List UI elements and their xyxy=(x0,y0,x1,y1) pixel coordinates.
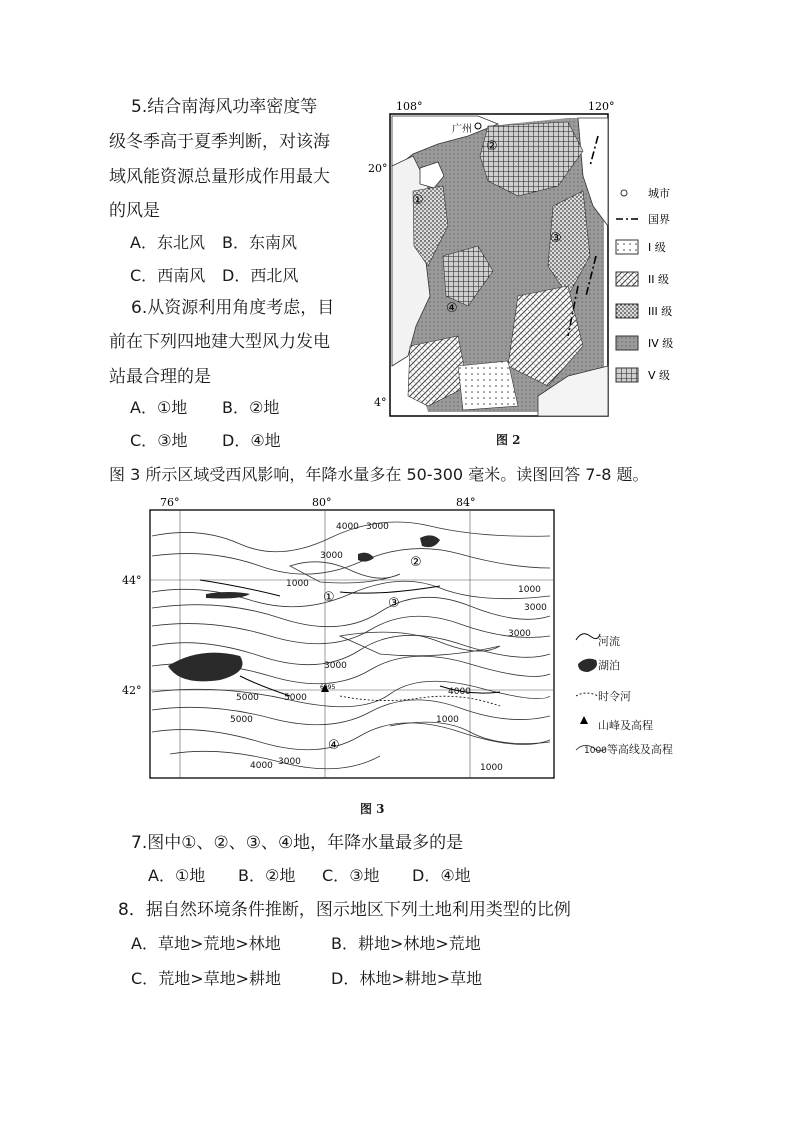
option-label: B． xyxy=(222,398,249,417)
option-label: C． xyxy=(131,969,159,988)
fig2-legend-l5: V 级 xyxy=(648,369,671,382)
figure-2-map xyxy=(368,96,708,426)
option-label: D． xyxy=(222,266,251,285)
fig3-intro: 图 3 所示区域受西风影响，年降水量多在 50-300 毫米。读图回答 7-8 题。 xyxy=(109,465,649,484)
q8-stem: 8．据自然环境条件推断，图示地区下列土地利用类型的比例 xyxy=(118,900,571,920)
fig2-marker-4: ④ xyxy=(446,301,458,316)
option-label: C． xyxy=(130,431,158,450)
option-text: ②地 xyxy=(264,866,296,885)
option-label: D． xyxy=(222,431,251,450)
q7-option-c[interactable] xyxy=(322,868,380,884)
fig3-contour-label: 3000 xyxy=(324,661,347,671)
option-label: A． xyxy=(148,866,175,885)
fig3-contour-label: 3000 xyxy=(278,757,301,767)
fig3-legend-seasonal: 时令河 xyxy=(598,690,631,703)
q8-option-c[interactable] xyxy=(131,971,281,987)
fig3-marker-4: ④ xyxy=(328,738,340,753)
figure-3-caption: 图 3 xyxy=(360,802,385,816)
fig2-legend-l2: II 级 xyxy=(648,273,669,286)
option-label: D． xyxy=(412,866,441,885)
fig3-lon-76: 76° xyxy=(160,496,180,509)
fig3-contour-label: 5000 xyxy=(236,693,259,703)
q7-option-a[interactable] xyxy=(148,868,205,884)
fig2-legend-l4: IV 级 xyxy=(648,337,674,350)
option-label: C． xyxy=(322,866,350,885)
option-text: ④地 xyxy=(250,431,281,450)
q7-option-d[interactable] xyxy=(412,868,471,884)
fig2-lat-bottom: 4° xyxy=(374,396,387,409)
q5-line-1: 5.结合南海风功率密度等 xyxy=(131,97,318,117)
fig2-marker-1: ① xyxy=(412,193,424,208)
fig2-lon-left: 108° xyxy=(396,100,423,113)
q5-option-a[interactable] xyxy=(130,235,205,251)
option-label: A． xyxy=(131,934,158,953)
q5-option-b[interactable] xyxy=(222,235,297,251)
option-label: D． xyxy=(331,969,360,988)
fig2-marker-3: ③ xyxy=(550,231,562,246)
fig3-contour-label: 5000 xyxy=(230,715,253,725)
fig2-city-label: 广州 xyxy=(452,124,472,135)
fig2-lat-top: 20° xyxy=(368,162,388,175)
q6-option-c[interactable] xyxy=(130,433,188,449)
fig3-contour-label: 1000 xyxy=(436,715,459,725)
fig3-lat-42: 42° xyxy=(122,684,142,697)
q5-option-c[interactable] xyxy=(130,268,205,284)
fig3-contour-label: 1000 xyxy=(286,579,309,589)
fig3-contour-label: 1000 xyxy=(480,763,503,773)
fig3-contour-label: 4000 xyxy=(336,522,359,532)
option-label: C． xyxy=(130,266,158,285)
figure-3-map xyxy=(122,496,620,786)
q7-stem: 7.图中①、②、③、④地，年降水量最多的是 xyxy=(131,833,464,853)
fig3-contour-label: 3000 xyxy=(524,603,547,613)
option-label: A． xyxy=(130,398,157,417)
option-text: 耕地>林地>荒地 xyxy=(357,934,481,953)
option-text: 西南风 xyxy=(157,266,206,285)
q6-option-a[interactable] xyxy=(130,400,187,416)
fig3-marker-2: ② xyxy=(410,555,422,570)
q6-line-2: 前在下列四地建大型风力发电 xyxy=(109,332,330,352)
option-label: A． xyxy=(130,233,157,252)
q6-line-3: 站最合理的是 xyxy=(109,367,211,387)
fig2-lon-right: 120° xyxy=(588,100,615,113)
fig3-contour-label: 5000 xyxy=(284,693,307,703)
fig2-legend-city: 城市 xyxy=(648,187,670,200)
fig3-legend-peak: 山峰及高程 xyxy=(598,719,653,732)
fig3-lon-80: 80° xyxy=(312,496,332,509)
q7-option-b[interactable] xyxy=(238,868,295,884)
fig2-marker-2: ② xyxy=(486,139,498,154)
q6-line-1: 6.从资源利用角度考虑，目 xyxy=(131,298,335,318)
fig3-contour-label: 1000 xyxy=(518,585,541,595)
fig3-peak-label: 6995 xyxy=(320,684,336,691)
fig3-contour-label: 4000 xyxy=(250,761,273,771)
fig3-marker-1: ① xyxy=(323,590,335,605)
q8-option-b[interactable] xyxy=(331,936,481,952)
option-text: 草地>荒地>林地 xyxy=(157,934,281,953)
option-text: ②地 xyxy=(248,398,280,417)
option-text: 东北风 xyxy=(156,233,205,252)
option-text: ③地 xyxy=(349,866,380,885)
option-text: 西北风 xyxy=(250,266,299,285)
fig3-contour-label: 4000 xyxy=(448,687,471,697)
option-text: ①地 xyxy=(174,866,206,885)
fig3-legend-contour-text: 等高线及高程 xyxy=(606,743,673,756)
q5-line-4: 的风是 xyxy=(109,201,160,221)
option-text: ①地 xyxy=(156,398,188,417)
fig3-legend-river: 河流 xyxy=(598,635,620,648)
option-label: B． xyxy=(331,934,358,953)
fig3-marker-3: ③ xyxy=(388,596,400,611)
fig3-legend-lake: 湖泊 xyxy=(598,659,620,672)
fig2-legend-l3: III 级 xyxy=(648,305,673,318)
q5-line-2: 级冬季高于夏季判断，对该海 xyxy=(109,132,330,152)
q5-option-d[interactable] xyxy=(222,268,298,284)
fig3-contour-label: 3000 xyxy=(320,551,343,561)
fig3-lon-84: 84° xyxy=(456,496,476,509)
fig3-legend-contour xyxy=(584,744,673,757)
q6-option-b[interactable] xyxy=(222,400,279,416)
fig2-legend-border: 国界 xyxy=(648,213,670,226)
q8-option-a[interactable] xyxy=(131,936,281,952)
q6-option-d[interactable] xyxy=(222,433,281,449)
q8-option-d[interactable] xyxy=(331,971,482,987)
fig3-contour-label: 3000 xyxy=(508,629,531,639)
fig3-legend-contour-value: 1000 xyxy=(584,746,607,756)
option-text: ④地 xyxy=(440,866,471,885)
option-text: 东南风 xyxy=(248,233,297,252)
fig2-legend-l1: I 级 xyxy=(648,241,666,254)
option-label: B． xyxy=(222,233,249,252)
option-text: ③地 xyxy=(157,431,188,450)
fig3-contour-label: 3000 xyxy=(366,522,389,532)
q5-line-3: 域风能资源总量形成作用最大 xyxy=(109,167,330,187)
option-text: 林地>耕地>草地 xyxy=(359,969,483,988)
option-text: 荒地>草地>耕地 xyxy=(158,969,282,988)
option-label: B． xyxy=(238,866,265,885)
figure-2-caption: 图 2 xyxy=(496,433,521,447)
fig3-lat-44: 44° xyxy=(122,574,142,587)
